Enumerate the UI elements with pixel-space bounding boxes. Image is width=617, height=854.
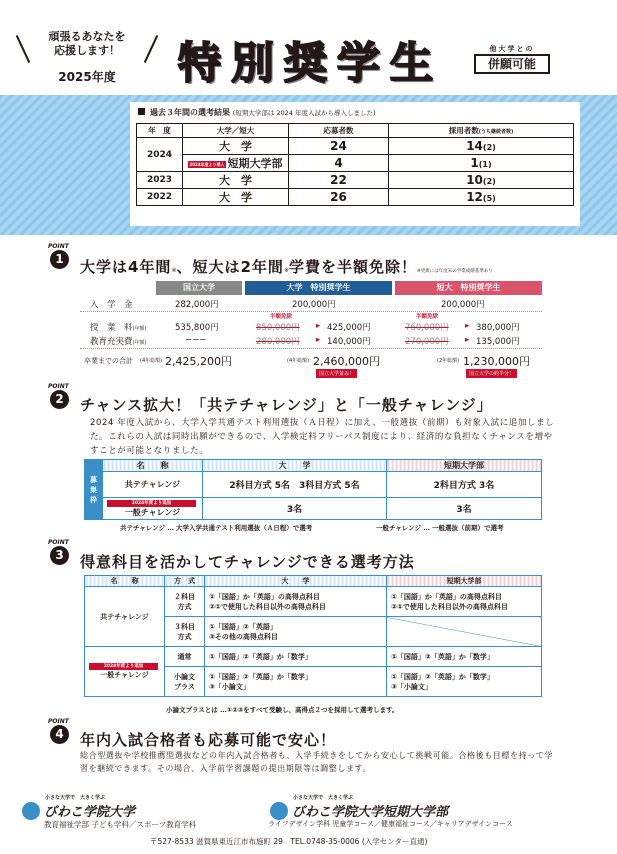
tag-univ: 国立大学並み！ [316, 369, 357, 378]
total-k: 2,425,200円 [165, 355, 232, 368]
jugyo-u: 425,000円 [327, 323, 371, 333]
method-table: 名 称 方 式 大 学 短期大学部 共テチャレンジ ２科目 方式 ①「国語」か「英語」の高得点科目 ②①で使用した科目以外の高得点科目 ①「国語」か「英語」の高得点科目 ②①で使用した科目以外の高得点科目 ３科目 方式 ①「国語」②「英語」 ③その他の高得点科目 2024年度より追加 一般チャレンジ 通常 ①「国語」②「英語」か「数学」 ①「国語」②「英語」か「数学」 小論文 プラス ①「国語」②「英語」か「数学」 ③「小論文」 ①「国語」②「英語」か「数学」 ③「小論文」 [84, 575, 542, 697]
jugyo-j-old: 760,000円 [405, 323, 449, 333]
nyugaku-u: 200,000円 [292, 300, 336, 310]
tag-jc: 国立大学の約半分！ [466, 369, 517, 378]
selection-heading: 過去３年間の選考結果 (短期大学部は 2024 年度入試から導入しました) [138, 107, 376, 118]
jc-logo-icon [270, 802, 288, 820]
quota-foot-2: 一般チャレンジ … 一般選抜（前期）で選考 [376, 524, 504, 532]
kyoiku-label: 教育充実費(年額) [90, 337, 147, 347]
univ-logo-icon [22, 802, 40, 820]
cheer-text: 頑張るあなたを 応援します！ [48, 30, 126, 57]
jugyo-u-old: 850,000円 [256, 323, 300, 333]
jugyo-k: 535,800円 [175, 323, 219, 333]
point-4-title: 年内入試合格者も応募可能で安心！ [80, 731, 337, 749]
page-title: 特別奨学生 [178, 39, 443, 89]
total-j-note: (2年総額) [437, 358, 460, 364]
quota-table: 募集枠 名 称 大 学 短期大学部 共テチャレンジ 2科目方式 5名 3科目方式 5名 2科目方式 3名 2024年度より追加 一般チャレンジ 3名 3名 [84, 459, 542, 520]
point-2-badge: POINT 2 [50, 383, 69, 409]
jugyo-j: 380,000円 [476, 323, 520, 333]
hangaku-j: 半額免除 [416, 314, 439, 320]
point-3-title: 得意科目を活かしてチャレンジできる選考方法 [80, 553, 415, 571]
point-4-para: 総合型選抜や学校推薦型選抜などの年内入試合格者も、入学手続きをしてから安心して挑戦可能。合格後も目標を持って学習を継続できます。その場合、入学前学習課題の提出期限等は調整します。 [80, 751, 553, 773]
univ-name: びわこ学院大学 [44, 805, 136, 820]
total-k-note: (4年総額) [140, 358, 163, 364]
table-row: 2022 大 学 26 12(5) [137, 189, 574, 206]
heigan-badge: 併願可能 [474, 54, 550, 74]
quota-foot-1: 共テチャレンジ … 大学入学共通テスト利用選抜（Ａ日程）で選考 [120, 524, 313, 532]
hangaku-u: 半額免除 [270, 314, 293, 320]
point-3-badge: POINT 3 [50, 539, 69, 565]
total-j: 1,230,000円 [463, 355, 530, 368]
nyugaku-label: 入 学 金 [90, 300, 133, 310]
table-row: 2024年度より導入 短期大学部 4 1(1) [137, 155, 574, 172]
col-kokuritsu: 国立大学 [156, 281, 242, 295]
kyoiku-j-old: 270,000円 [405, 337, 449, 347]
nyugaku-j: 200,000円 [441, 300, 485, 310]
footer [0, 790, 617, 854]
point-1-title: 大学は4年間※、短大は2年間※学費を半額免除！※更新には年度末の学業成績基準あり [80, 258, 493, 276]
jc-name: びわこ学院大学短期大学部 [292, 805, 449, 820]
point-2-para: 2024 年度入試から、大学入学共通テスト利用選抜（Ａ日程）に加え、一般選抜（前期）も対象入試に追加しました。これらの入試は同時出願ができるので、入学検定料フリーパス制度により、経済的な負担なくチャンスを増やすことが可能となりました。 [90, 418, 555, 456]
total-u: 2,460,000円 [313, 355, 380, 368]
table-row: 2023 大 学 22 10(2) [137, 172, 574, 189]
total-label: 卒業までの合計 [84, 357, 133, 365]
selection-table: 年 度 大学／短大 応募者数 採用者数(うち継続者数) 2024 大 学 24 14(2) 2024年度より導入 短期大学部 4 1(1) 2023 大 学 22 10(2) 2022 大 学 26 12(5) [136, 123, 574, 206]
address: 〒527-8533 滋賀県東近江市布施町 29 TEL.0748-35-0006 (入学センター直通) [150, 837, 428, 846]
method-note: 小論文プラスとは …①②③をすべて受験し、高得点２つを採用して選考します。 [166, 706, 399, 714]
heigan-sub: 他大学との [489, 45, 535, 53]
univ-tagline: 小さな大学で 大きく学ぶ [45, 795, 106, 801]
jugyo-label: 授 業 料(年額) [90, 323, 147, 333]
jc-tagline: 小さな大学で 大きく学ぶ [293, 795, 354, 801]
kyoiku-j: 135,000円 [476, 337, 520, 347]
col-jc: 短大 特別奨学生 [395, 281, 542, 295]
kyoiku-u: 140,000円 [327, 337, 371, 347]
univ-sub: 教育福祉学部 子ども学科／スポーツ教育学科 [44, 820, 197, 829]
table-row: 2024 大 学 24 14(2) [137, 138, 574, 155]
point-1-badge: POINT 1 [50, 243, 69, 269]
col-univ: 大学 特別奨学生 [245, 281, 392, 295]
jc-sub: ライフデザイン学科 児童学コース／健康福祉コース／キャリアデザインコース [268, 820, 513, 828]
point-2-title: チャンス拡大！「共テチャレンジ」と「一般チャレンジ」 [80, 396, 493, 414]
nyugaku-k: 282,000円 [175, 300, 219, 310]
kyoiku-k: −−− [185, 335, 207, 345]
point-4-badge: POINT 4 [50, 718, 69, 744]
total-u-note: (4年総額) [287, 358, 310, 364]
year: 2025年度 [58, 70, 116, 84]
kyoiku-u-old: 280,000円 [256, 337, 300, 347]
